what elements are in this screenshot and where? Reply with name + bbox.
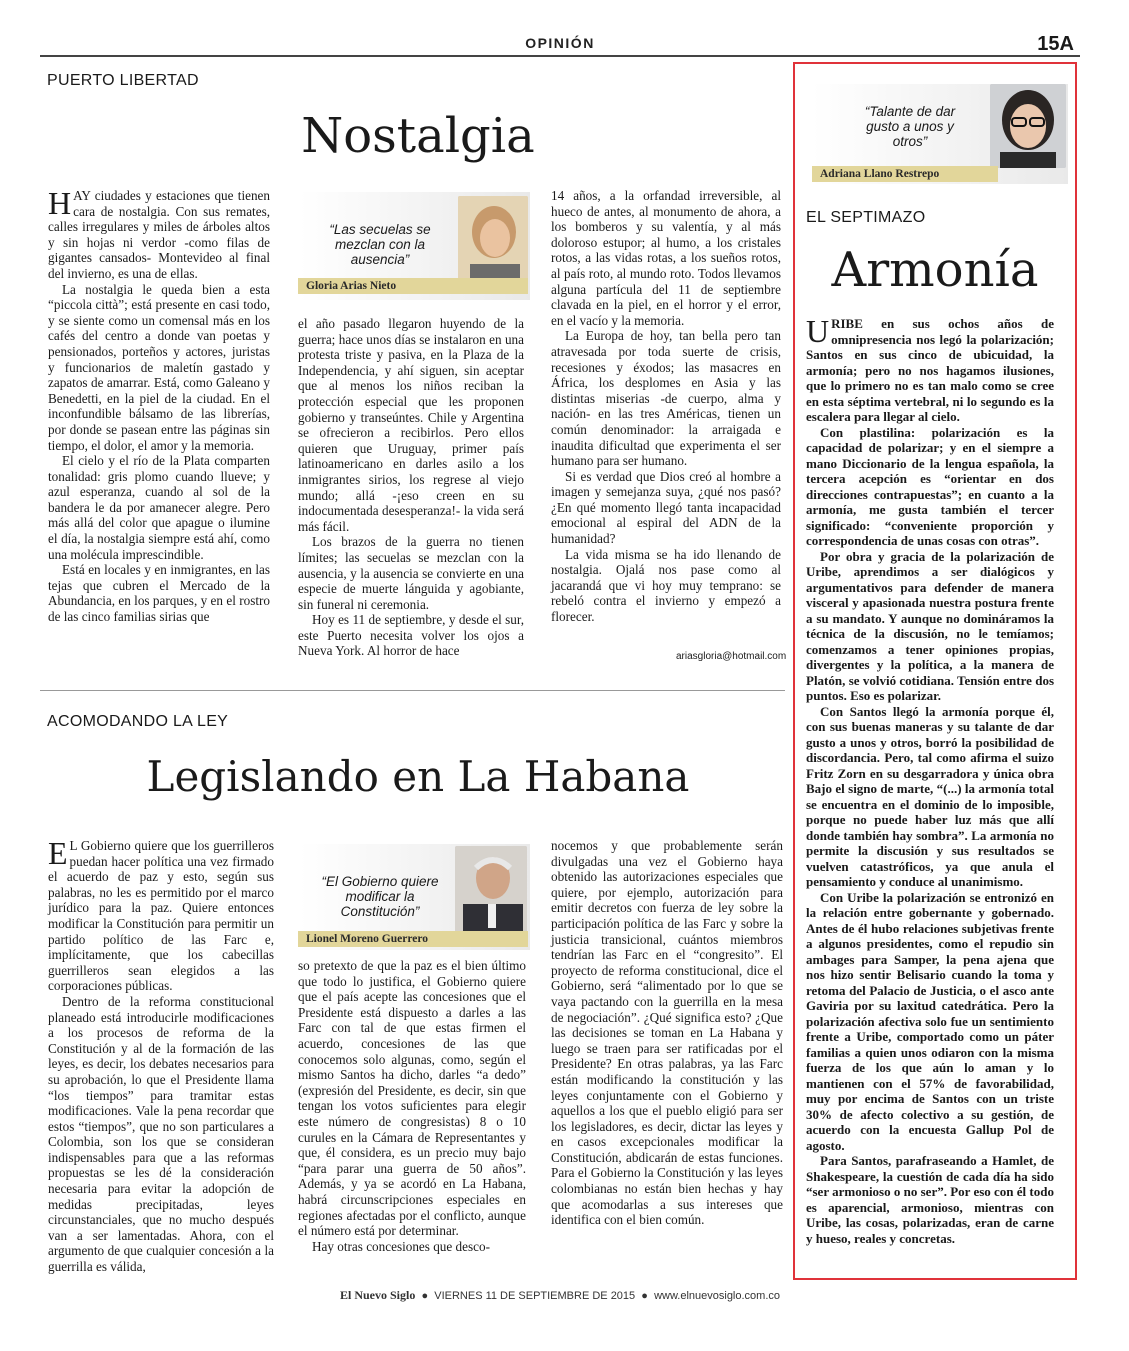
drop-cap: U: [806, 313, 830, 349]
paragraph: La nostalgia le queda bien a esta “piccola città”; está presente en casi todo, y se siente como un comensal más en los cafés del centro a donde van poetas y pensionados, porteños y actores, juristas y funcionarios de maletín gastado y zapatos de amarrar. Está, como Galeano y Benedetti, en la piel de la ciudad. En el inconfundible bálsamo de las librerías, por donde se pasean entre las páginas sin tiempo, el dolor, el amor y la memoria.: [48, 281, 270, 453]
footer-date: VIERNES 11 DE SEPTIEMBRE DE 2015: [434, 1290, 636, 1302]
armonia-section-label: EL SEPTIMAZO: [806, 209, 926, 226]
habana-author-photo: [455, 846, 527, 934]
header-rule: [40, 55, 1080, 57]
nostalgia-column-2: [298, 316, 524, 659]
nostalgia-email[interactable]: ariasgloria@hotmail.com: [676, 651, 787, 662]
armonia-column: [806, 313, 1054, 1246]
nostalgia-column-1: [48, 185, 270, 625]
paragraph: Para Santos, parafraseando a Hamlet, de Shakespeare, la cuestión de cada día ha sido “ser armonioso o no ser”. Por eso con él todo es aparencial, armonioso, mientras con Uribe, las cosas, polarizadas, eran de carne y hueso, reales y concretas.: [806, 1153, 1054, 1246]
armonia-author-name: Adriana Llano Restrepo: [812, 166, 998, 182]
habana-column-3: [551, 838, 783, 1228]
habana-section-label: ACOMODANDO LA LEY: [47, 713, 229, 730]
bullet-icon: ●: [638, 1290, 651, 1302]
paragraph: AY ciudades y estaciones que tienen cara de nostalgia. Con sus remates, calles irregulares y miles de árboles altos y sin hojas ni verdor -como filas de gigantes cansados- Montevideo al final del invierno, es una de ellas.: [48, 188, 270, 281]
drop-cap: H: [48, 185, 72, 221]
nostalgia-section-label: PUERTO LIBERTAD: [47, 72, 199, 89]
paragraph: Por obra y gracia de la polarización de Uribe, aprendimos a ser dialógicos y argumentativos para defender de manera visceral y apasionada nuestra postura frente a su mandato. Y aunque no domináramos la técnica de la discusión, no le temíamos; comenzamos a tener opiniones propias, divergentes y la política, a la manera de Platón, se volvió cotidiana. Tensión entre dos puntos. Eso es polarizar.: [806, 548, 1054, 703]
nostalgia-author-photo: [458, 196, 528, 284]
section-divider: [40, 690, 785, 691]
paragraph: Hoy es 11 de septiembre, y desde el sur, este Puerto necesita volver los ojos a Nueva York. Al horror de hace: [298, 612, 524, 659]
armonia-author-photo: [990, 84, 1066, 168]
paragraph: Dentro de la reforma constitucional planeado está introducirle modificaciones a los procesos de reforma de la Constitución y al de la formación de las leyes, es decir, los debates necesarios para su aprobación, lo que el Presidente llama “los tiempos” para tramitar estas modificaciones. Vale la pena recordar que estos “tiempos”, que no son particulares a Colombia, son los que se consideran indispensables para que a las reformas propuestas se les dé la consideración necesaria para evitar la adopción de medidas precipitadas, leyes circunstanciales, que no mucho después van a ser lamentadas. Ahora, con el argumento de que cualquier concesión a la guerrilla es válida,: [48, 993, 274, 1275]
habana-column-1: [48, 835, 274, 1275]
footer-paper: El Nuevo Siglo: [339, 1288, 416, 1302]
paragraph: Hay otras concesiones que desco-: [312, 1238, 490, 1254]
habana-headline: Legislando en La Habana: [146, 752, 690, 801]
habana-column-2: [298, 958, 526, 1254]
paragraph: Los brazos de la guerra no tienen límites; las secuelas se mezclan con la ausencia, y la ausencia se convierte en una especie de muerte lánguida y agobiante, sin funeral ni ceremonia.: [298, 534, 524, 612]
footer-url[interactable]: www.elnuevosiglo.com.co: [654, 1290, 781, 1302]
footer: [40, 1288, 1080, 1306]
paragraph: L Gobierno quiere que los guerrilleros puedan hacer política una vez firmado el acuerdo de paz y esto, según sus palabras, no les es permitido por el marco jurídico para la paz. Quiere entonces modificar la Constitución para permitir un partido político de las Farc e, implícitamente, que los cabecillas guerrilleros sean elegidos a las corporaciones públicas.: [48, 838, 274, 994]
paragraph: Si es verdad que Dios creó al hombre a imagen y semejanza suya, ¿qué nos pasó? ¿En qué momento llegó tanta incapacidad emocional al espiral del ADN de la humanidad?: [551, 468, 781, 547]
paragraph: 14 años, a la orfandad irreversible, al hueco de antes, al monumento de ahora, a los bomberos y su valentía, y al más doloroso estupor; al humo, a los cristales rotos, a las vidas rotas, a los sueños rotos, al país roto, al mundo roto. Todos llevamos alguna partícula del 11 de septiembre clavada en la piel, en el horror y el error, en el vacío y la memoria.: [551, 188, 781, 328]
paragraph: Con plastilina: polarización es la capacidad de polarizar; y en el siempre a mano Diccionario de la lengua española, la tercera acepción es “orientar en dos direcciones contrapuestas”; en cuanto a la armonía, me gusta también el tercer significado: “conveniente proporción y correspondencia de unas cosas con otras”.: [806, 424, 1054, 548]
nostalgia-quote: “Las secuelas se mezclan con la ausencia”: [329, 222, 431, 267]
paragraph: La Europa de hoy, tan bella pero tan atravesada por toda suerte de crisis, recesiones y éxodos; las masacres en África, los desplomes en Asia y las distintas miserias -de cuerpo, alma y nación- en las tres Américas, tienen un común denominador: la arraigada e inaudita dificultad que experimenta el ser humano para ser humano.: [551, 328, 781, 469]
paragraph: Con Uribe la polarización se entronizó en la relación entre gobernante y gobernado. Antes de él hubo relaciones subjetivas frente a algunos presidentes, como el repudio sin ambages para Samper, la pena ajena que nos hizo sentir Belisario cuando la toma y retoma del Palacio de Justicia, o el asco ante Gaviria por su laxitud catedrática. Pero la polarización afectiva solo fue un sentimiento frente a Uribe, comportado como un páter familias a quien unos odiaron con la misma fuerza de los que aún lo aman y lo mantienen con el 57% de favorabilidad, muy por encima de Santos con un triste 30% de afecto colectivo a su gestión, de acuerdo con la encuesta Gallup Pol de agosto.: [806, 889, 1054, 1153]
paragraph: el año pasado llegaron huyendo de la guerra; hace unos días se instalaron en una protesta triste y pasiva, en la Plaza de la Independencia, y ahí siguen, sin aceptar que al menos los niños reciban la protección especial que les proponen gobierno y transeúntes. Chile y Argentina se ofrecieron a recibirlos. Pero ellos quieren que Uruguay, primer país latinoamericano en darles asilo a los inmigrantes sirios, los regrese al viejo mundo; allá -¡eso creen en su indocumentada desesperanza!- la vida será más fácil.: [298, 316, 524, 534]
paragraph: Con Santos llegó la armonía porque él, con sus buenas maneras y su talante de dar gusto a unos y otros, borró la posibilidad de discordancia. Pero, tal como afirma el suizo Fritz Zorn en su desgarradora y única obra Bajo el signo de marte, “(...) la armonía total se encuentra en el dominio de lo imposible, porque no puede haber luz más que allí donde también hay sombra”. La armonía no permite la discusión y sus resultados se vuelven catastróficos, ya que anula el pensamiento y conduce al unanimismo.: [806, 703, 1054, 889]
nostalgia-author-name: Gloria Arias Nieto: [298, 278, 528, 294]
section-title: OPINIÓN: [525, 35, 595, 51]
habana-author-name: Lionel Moreno Guerrero: [298, 931, 528, 947]
bullet-icon: ●: [418, 1290, 432, 1302]
paragraph: so pretexto de que la paz es el bien último que todo lo justifica, el Gobierno quiere que el país acepte las concesiones que el Presidente está dispuesto a darles a las Farc con tal de que estas firmen el acuerdo, concesiones de las que conocemos solo algunas, como, según el mismo Santos ha dicho, darles “a dedo” (expresión del Presidente, es decir, sin que tengan los votos suficientes para elegir este número de congresistas) 8 o 10 curules en la Cámara de Representantes y que, él considera, es un precio muy bajo “para parar una guerra de 50 años”. Además, y ya se acordó en La Habana, habrá circunscripciones especiales en regiones afectadas por el conflicto, aunque el número está por determinar.: [298, 958, 526, 1239]
paragraph: RIBE en sus ochos años de omnipresencia nos legó la polarización; Santos en sus cinco de ubicuidad, la armonía; pero no nos hagamos ilusiones, que lo primero no es tan malo como se cree en esta séptima vertebral, ni lo segundo es la escalera para llegar al cielo.: [806, 316, 1054, 424]
page-number: 15A: [1037, 33, 1074, 55]
paragraph: Está en locales y en inmigrantes, en las tejas que cubren el Mercado de la Abundancia, en los parques, y en el rostro de las cinco familias sirias que: [48, 562, 270, 625]
drop-cap: E: [48, 835, 68, 871]
habana-quote: “El Gobierno quiere modificar la Constitución”: [321, 874, 439, 919]
page-header: [40, 33, 1080, 57]
armonia-quote: “Talante de dar gusto a unos y otros”: [864, 104, 956, 149]
armonia-headline: Armonía: [831, 242, 1039, 298]
nostalgia-column-3: [551, 188, 781, 625]
paragraph: El cielo y el río de la Plata comparten tonalidad: gris plomo cuando llueve; y azul esperanza, cuando al sol de la bandera le da por amanecer alegre. Pero más allá del color que apague o ilumine el día, la nostalgia siempre está ahí, como una molécula imprescindible.: [48, 453, 270, 562]
nostalgia-headline: Nostalgia: [301, 108, 535, 164]
paragraph: nocemos y que probablemente serán divulgadas una vez el Gobierno haya obtenido las autorizaciones especiales que quiere, por ejemplo, autorización para emitir decretos con fuerza de ley sobre la participación política de las Farc y sobre la justicia transicional, cuántos miembros tendrían las Farc en el “congresito”. El proyecto de reforma constitucional, dice el Gobierno, será “alimentado por lo que se vaya pactando con la guerrilla en la mesa de negociación”. ¿Qué significa esto? ¿Que las decisiones se toman en La Habana y luego se traen para ser ratificadas por el Presidente? En otras palabras, ya las Farc están modificando la constitución y las leyes conjuntamente con el Gobierno y aquellos a los que el pueblo eligió para ser los legisladores, es decir, dictar las leyes y en casos excepcionales modificar la Constitución, abdicarán de estas funciones. Para el Gobierno la Constitución y las leyes colombianas no están bien hechas y hay que acomodarlas a sus intereses que identifica con el bien común.: [551, 838, 783, 1228]
paragraph: La vida misma se ha ido llenando de nostalgia. Ojalá nos pase como al jacarandá que vi hoy muy temprano: se rebeló contra el invierno y empezó a florecer.: [551, 546, 781, 625]
